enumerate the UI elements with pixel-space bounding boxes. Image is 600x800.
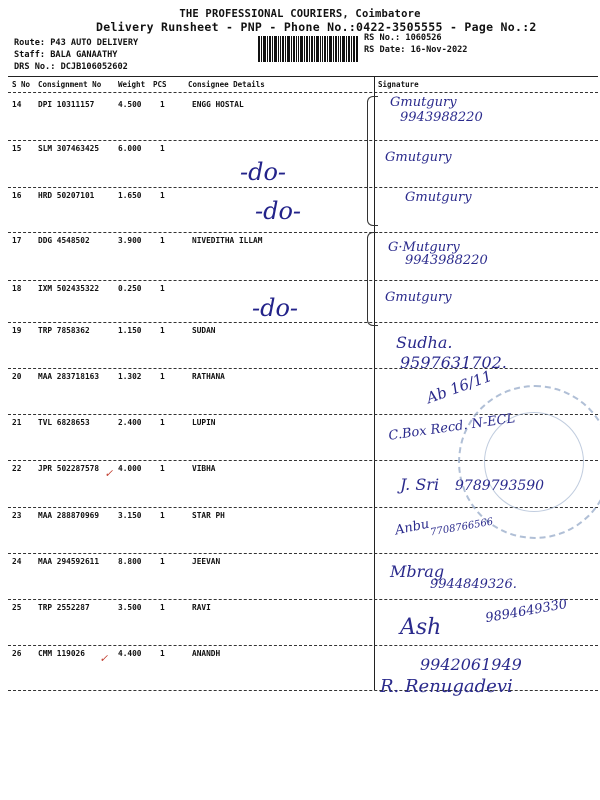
row-pcs: 1 (160, 603, 165, 612)
row-weight: 3.150 (118, 511, 142, 520)
row-weight: 1.302 (118, 372, 142, 381)
handwritten-signature: Ash (400, 615, 442, 640)
row-consignment-no: TVL 6828653 (38, 418, 90, 427)
row-sno: 24 (12, 557, 22, 566)
sig19-phone: 9597631702. (400, 353, 507, 372)
row-sno: 26 (12, 649, 22, 658)
handwritten-signature: Mbrag (390, 562, 445, 581)
sig14-phone: 9943988220 (400, 110, 483, 125)
row-divider (8, 645, 598, 646)
handwritten-signature: Gmutgury (405, 190, 472, 205)
row-sno: 18 (12, 284, 22, 293)
col-header-signature: Signature (378, 80, 419, 89)
sig24-phone: 9944849326. (430, 577, 517, 592)
row-divider (8, 322, 598, 323)
ditto-bracket (367, 96, 378, 226)
row-consignee: NIVEDITHA ILLAM (192, 236, 263, 245)
row-pcs: 1 (160, 100, 165, 109)
row-divider (8, 553, 598, 554)
row-weight: 3.900 (118, 236, 142, 245)
row-weight: 0.250 (118, 284, 142, 293)
sig19-name: Sudha. (396, 333, 453, 352)
sig22-phone: 9789793590 (455, 478, 545, 494)
staff-label: Staff: BALA GANAATHY (14, 50, 118, 60)
header-divider (8, 92, 598, 93)
row-pcs: 1 (160, 191, 165, 200)
ditto-mark: -do- (240, 158, 287, 186)
row-pcs: 1 (160, 326, 165, 335)
sig26-phone: 9942061949 (420, 655, 522, 674)
row-pcs: 1 (160, 144, 165, 153)
row-divider (8, 280, 598, 281)
handwritten-note: C.Box Recd. N-ECL (387, 411, 517, 444)
row-consignment-no: TRP 2552287 (38, 603, 90, 612)
route-label: Route: P43 AUTO DELIVERY (14, 38, 139, 48)
row-consignment-no: MAA 283718163 (38, 372, 100, 381)
handwritten-signature: Gmutgury (385, 150, 452, 165)
col-header-consignee: Consignee Details (188, 80, 265, 89)
handwritten-signature: Ab 16/11 (423, 366, 495, 408)
row-sno: 20 (12, 372, 22, 381)
ditto-mark: -do- (252, 294, 299, 322)
sig17-phone: 9943988220 (405, 253, 488, 268)
row-weight: 4.400 (118, 649, 142, 658)
row-weight: 4.000 (118, 464, 142, 473)
row-sno: 19 (12, 326, 22, 335)
row-sno: 23 (12, 511, 22, 520)
row-consignment-no: CMM 119026 (38, 649, 85, 658)
table-top-border (8, 76, 598, 77)
row-consignee: LUPIN (192, 418, 216, 427)
red-tick-mark: ✓ (105, 466, 113, 480)
row-divider (8, 599, 598, 600)
row-divider (8, 232, 598, 233)
row-consignment-no: IXM 502435322 (38, 284, 100, 293)
row-weight: 1.650 (118, 191, 142, 200)
col-header-weight: Weight (118, 80, 146, 89)
row-consignee: SUDAN (192, 326, 216, 335)
row-divider (8, 140, 598, 141)
drs-number: DRS No.: DCJB106052602 (14, 62, 128, 72)
row-consignment-no: JPR 502287578 (38, 464, 100, 473)
handwritten-signature: Gmutgury (390, 95, 457, 110)
handwritten-signature: Gmutgury (385, 290, 452, 305)
handwritten-signature: J. Sri (400, 475, 440, 494)
handwritten-signature: G·Mutgury (388, 240, 460, 255)
row-weight: 3.500 (118, 603, 142, 612)
row-pcs: 1 (160, 418, 165, 427)
col-header-sno: S No (12, 80, 31, 89)
row-consignment-no: SLM 307463425 (38, 144, 100, 153)
rs-number: RS No.: 1060526 (364, 33, 442, 43)
document-title: THE PROFESSIONAL COURIERS, Coimbatore (179, 8, 421, 20)
row-pcs: 1 (160, 557, 165, 566)
row-consignee: ENGG HOSTAL (192, 100, 244, 109)
row-sno: 16 (12, 191, 22, 200)
row-consignment-no: MAA 294592611 (38, 557, 100, 566)
row-consignment-no: DDG 4548502 (38, 236, 90, 245)
row-sno: 17 (12, 236, 22, 245)
row-pcs: 1 (160, 236, 165, 245)
barcode-image (258, 36, 358, 62)
sig23-phone: 7708766566 (429, 516, 495, 539)
row-consignment-no: DPI 10311157 (38, 100, 95, 109)
row-divider (8, 187, 598, 188)
row-consignee: VIBHA (192, 464, 216, 473)
ditto-mark: -do- (255, 197, 302, 225)
row-weight: 2.400 (118, 418, 142, 427)
sig25-phone: 9894649330 (484, 596, 569, 627)
row-pcs: 1 (160, 464, 165, 473)
row-pcs: 1 (160, 511, 165, 520)
col-header-pcs: PCS (153, 80, 167, 89)
row-consignee: ANANDH (192, 649, 221, 658)
row-pcs: 1 (160, 372, 165, 381)
row-weight: 1.150 (118, 326, 142, 335)
row-consignee: JEEVAN (192, 557, 221, 566)
row-consignment-no: TRP 7858362 (38, 326, 90, 335)
col-header-consignment: Consignment No (38, 80, 102, 89)
row-weight: 6.000 (118, 144, 142, 153)
row-consignee: RATHANA (192, 372, 225, 381)
handwritten-signature: Anbu (393, 516, 431, 539)
row-weight: 4.500 (118, 100, 142, 109)
document-subtitle: Delivery Runsheet - PNP - Phone No.:0422-3505555 - Page No.:2 (96, 20, 537, 34)
row-sno: 15 (12, 144, 22, 153)
row-sno: 22 (12, 464, 22, 473)
rs-date: RS Date: 16-Nov-2022 (364, 45, 468, 55)
row-weight: 8.800 (118, 557, 142, 566)
sig26-name: R. Renugadevi (380, 676, 513, 697)
row-consignee: RAVI (192, 603, 211, 612)
row-divider (8, 368, 598, 369)
row-consignee: STAR PH (192, 511, 225, 520)
row-consignment-no: HRD 50207101 (38, 191, 95, 200)
row-sno: 21 (12, 418, 22, 427)
row-pcs: 1 (160, 284, 165, 293)
red-tick-mark: ✓ (100, 651, 108, 665)
row-sno: 25 (12, 603, 22, 612)
row-consignment-no: MAA 288870969 (38, 511, 100, 520)
ditto-bracket (367, 232, 378, 326)
row-sno: 14 (12, 100, 22, 109)
row-pcs: 1 (160, 649, 165, 658)
